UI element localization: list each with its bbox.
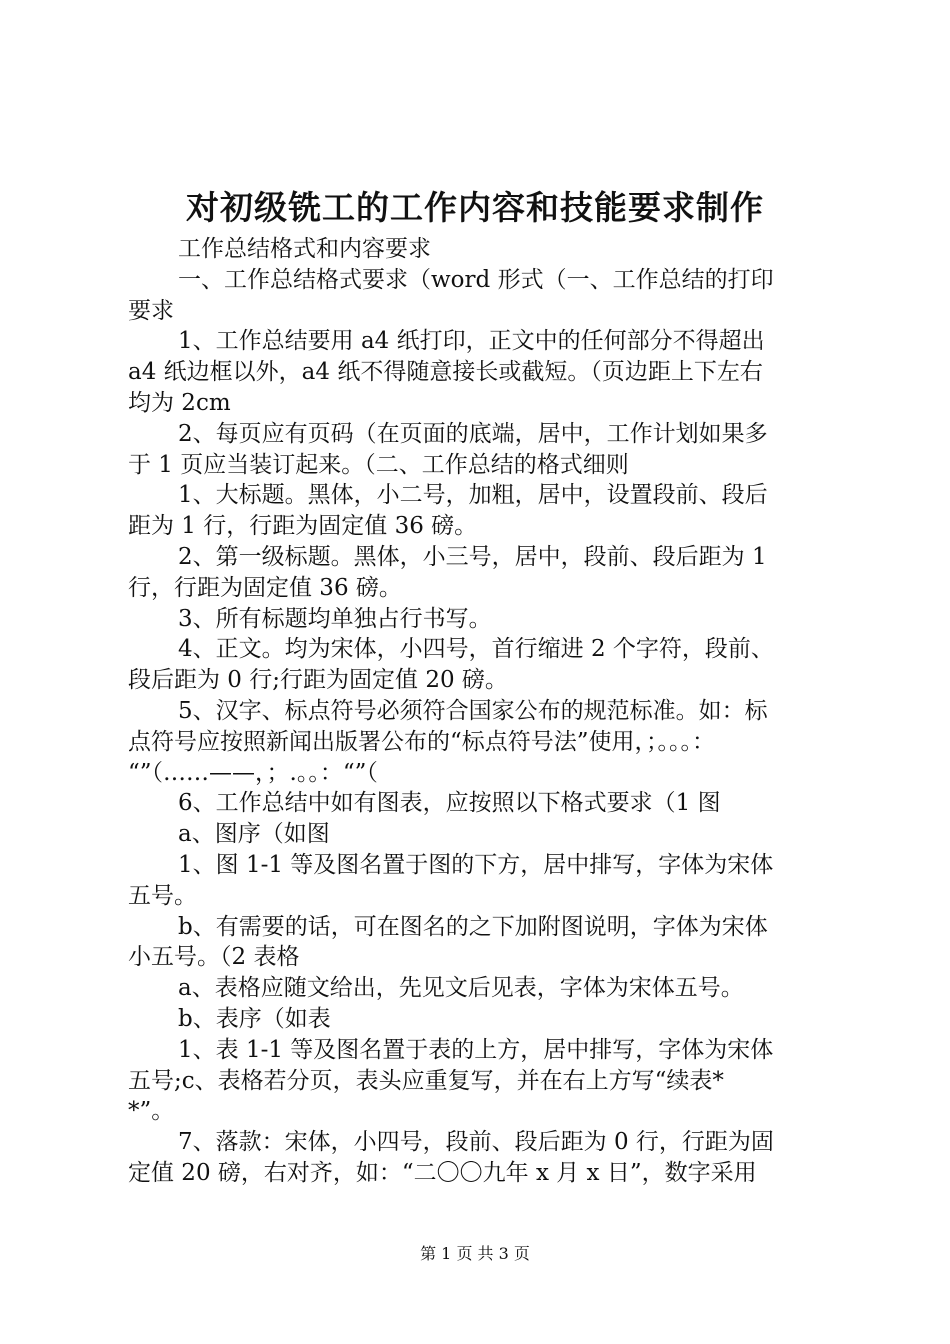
text-line: 2、第一级标题。黑体，小三号，居中，段前、段后距为 1 [178, 543, 767, 570]
text-line: b、表序（如表 [178, 1005, 331, 1032]
text-line: 7、落款：宋体，小四号，段前、段后距为 0 行，行距为固 [178, 1129, 774, 1156]
text-line: 1、工作总结要用 a4 纸打印，正文中的任何部分不得超出 [178, 328, 765, 355]
text-line: 于 1 页应当装订起来。（二、工作总结的格式细则 [128, 451, 629, 478]
text-line: 1、图 1-1 等及图名置于图的下方，居中排写，字体为宋体 [178, 851, 774, 878]
text-line: 6、工作总结中如有图表，应按照以下格式要求（1 图 [178, 790, 721, 817]
text-line: 5、汉字、标点符号必须符合国家公布的规范标准。如：标 [178, 697, 768, 724]
text-line: a、表格应随文给出，先见文后见表，字体为宋体五号。 [178, 975, 744, 1002]
text-line: 五号。 [128, 882, 197, 909]
text-line: 定值 20 磅，右对齐，如：“二〇〇九年 x 月 x 日”，数字采用 [128, 1159, 757, 1186]
text-line: 点符号应按照新闻出版署公布的“标点符号法”使用，；。。。： [128, 728, 716, 755]
text-line: a、图序（如图 [178, 821, 330, 848]
text-line: 2、每页应有页码（在页面的底端，居中，工作计划如果多 [178, 420, 768, 447]
document-body [128, 234, 833, 1189]
text-line: 段后距为 0 行;行距为固定值 20 磅。 [128, 667, 508, 694]
text-line: “”（……——，；.。。：“”（ [128, 759, 378, 786]
text-line: 一、工作总结格式要求（word 形式（一、工作总结的打印 [178, 266, 774, 293]
text-line: a4 纸边框以外，a4 纸不得随意接长或截短。（页边距上下左右 [128, 359, 763, 386]
text-line: 均为 2cm [128, 389, 231, 416]
text-line: 4、正文。均为宋体，小四号，首行缩进 2 个字符，段前、 [178, 636, 774, 663]
text-line: 要求 [128, 297, 174, 324]
text-line: 五号;c、表格若分页，表头应重复写，并在右上方写“续表* [128, 1067, 724, 1094]
page-footer: 第 1 页 共 3 页 [420, 1244, 530, 1263]
text-line: 1、大标题。黑体，小二号，加粗，居中，设置段前、段后 [178, 482, 768, 509]
text-line: 行，行距为固定值 36 磅。 [128, 574, 402, 601]
text-line: 3、所有标题均单独占行书写。 [178, 605, 492, 632]
text-line: 工作总结格式和内容要求 [178, 236, 431, 262]
text-line: 小五号。（2 表格 [128, 944, 300, 971]
text-line: 距为 1 行，行距为固定值 36 磅。 [128, 513, 478, 540]
text-line: *”。 [128, 1098, 175, 1125]
text-line: 1、表 1-1 等及图名置于表的上方，居中排写，字体为宋体 [178, 1036, 774, 1063]
document-title: 对初级铣工的工作内容和技能要求制作 [186, 188, 764, 227]
text-line: b、有需要的话，可在图名的之下加附图说明，字体为宋体 [178, 913, 768, 940]
